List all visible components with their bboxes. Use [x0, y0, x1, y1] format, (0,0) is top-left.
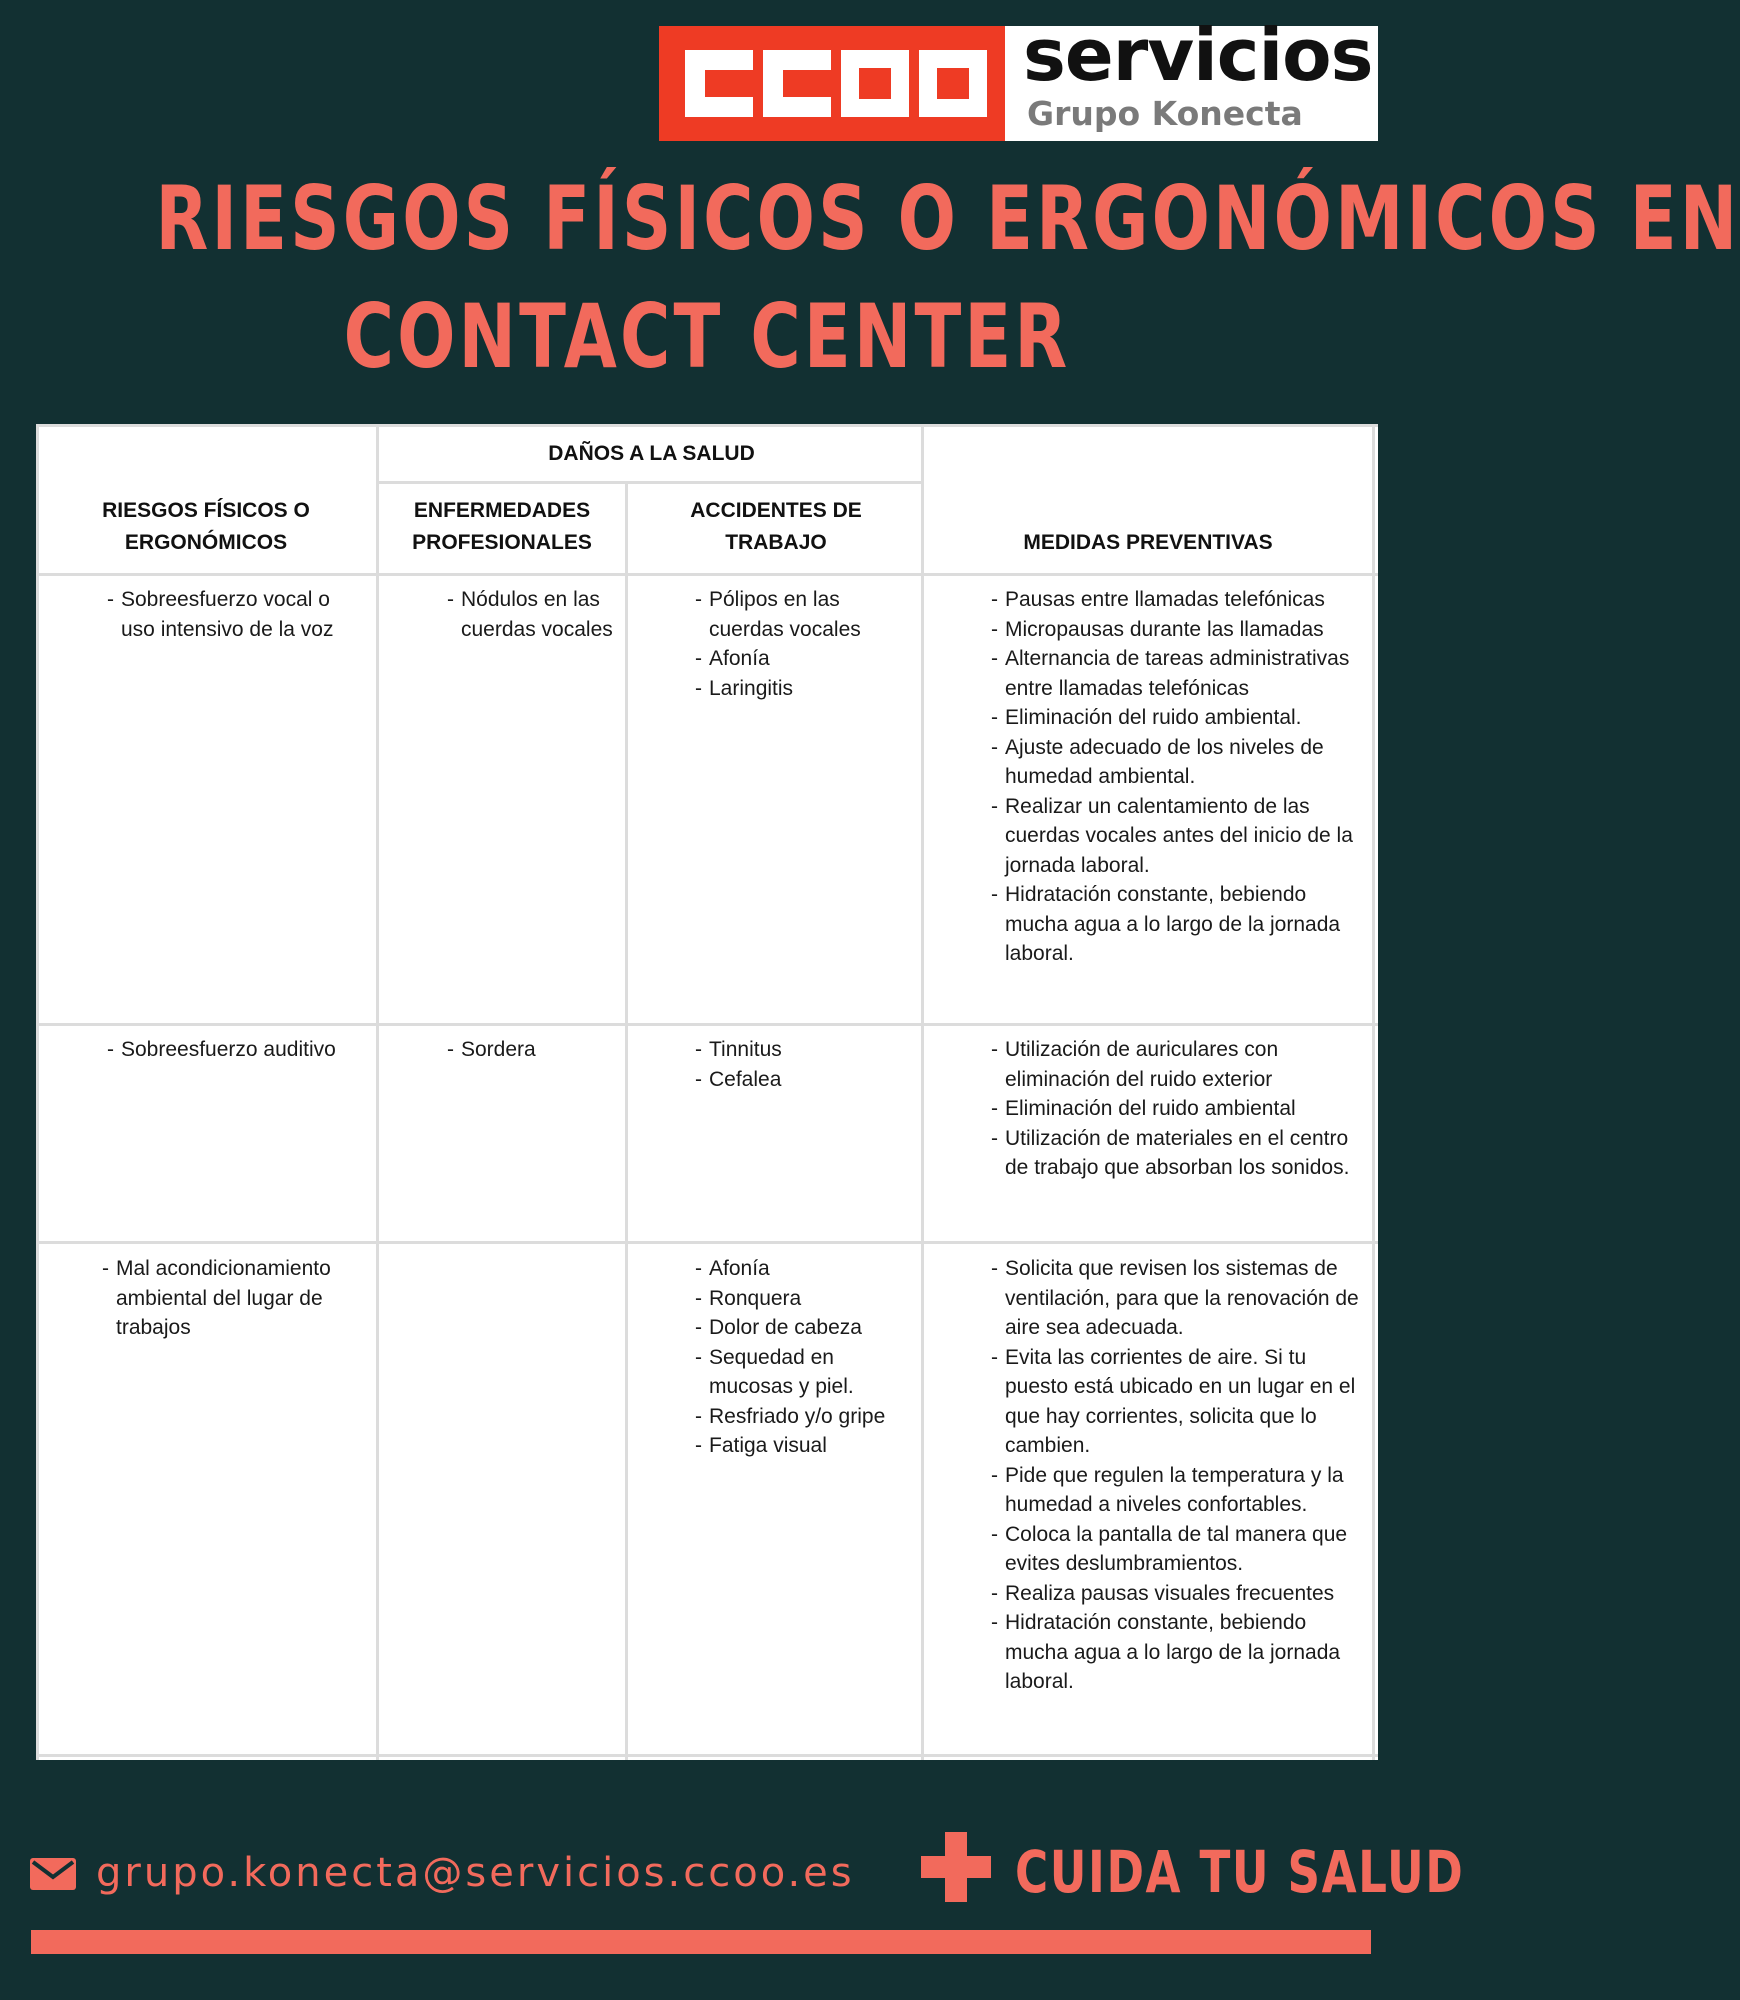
list-item: - Sequedad en mucosas y piel.: [695, 1343, 917, 1402]
logo-group-text: Grupo Konecta: [1027, 94, 1303, 133]
table-border-right: [1372, 424, 1375, 1760]
row2-risk: [107, 1035, 369, 1065]
list-item: - Realiza pausas visuales frecuentes: [991, 1579, 1365, 1609]
title-line-1: RIESGOS FÍSICOS O ERGONÓMICOS EN: [155, 167, 1740, 270]
row-divider-1: [36, 1023, 1378, 1026]
ccoo-letters-icon: [659, 26, 1005, 141]
list-item: - Utilización de materiales en el centro de trabajo que absorban los sonidos.: [991, 1124, 1365, 1183]
envelope-icon: [30, 1858, 76, 1890]
list-item: - Cefalea: [695, 1065, 917, 1095]
list-item: - Sobreesfuerzo vocal o uso intensivo de la voz: [107, 585, 369, 644]
row1-measures: [991, 585, 1365, 969]
row3-measures: [991, 1254, 1365, 1697]
table-border-top: [36, 424, 1378, 427]
list-item: - Utilización de auriculares con eliminación del ruido exterior: [991, 1035, 1365, 1094]
list-item: - Pausas entre llamadas telefónicas: [991, 585, 1365, 615]
list-item: - Ajuste adecuado de los niveles de humedad ambiental.: [991, 733, 1365, 792]
page-title: [0, 160, 1740, 396]
ccoo-brand-mark: [659, 26, 1005, 141]
list-item: - Resfriado y/o gripe: [695, 1402, 917, 1432]
header-damage-group: DAÑOS A LA SALUD: [548, 442, 755, 465]
list-item: - Dolor de cabeza: [695, 1313, 917, 1343]
list-item: - Pólipos en las cuerdas vocales: [695, 585, 917, 644]
header-measures: MEDIDAS PREVENTIVAS: [1023, 531, 1273, 554]
logo-text-area: [1005, 13, 1378, 141]
ccoo-logo: [659, 13, 1378, 141]
list-item: - Ronquera: [695, 1284, 917, 1314]
list-item: - Afonía: [695, 644, 917, 674]
list-item: - Pide que regulen la temperatura y la humedad a niveles confortables.: [991, 1461, 1365, 1520]
list-item: - Realizar un calentamiento de las cuerdas vocales antes del inicio de la jornada laboral.: [991, 792, 1365, 881]
header-risks: RIESGOS FÍSICOS O ERGONÓMICOS: [102, 499, 310, 554]
list-item: - Solicita que revisen los sistemas de ventilación, para que la renovación de aire sea adecuada.: [991, 1254, 1365, 1343]
list-item: - Hidratación constante, bebiendo mucha agua a lo largo de la jornada laboral.: [991, 880, 1365, 969]
list-item: - Nódulos en las cuerdas vocales: [447, 585, 623, 644]
row1-risk: [107, 585, 369, 644]
row2-diseases: [447, 1035, 623, 1065]
contact-email-link[interactable]: grupo.konecta@servicios.ccoo.es: [96, 1850, 855, 1896]
row3-accidents: [695, 1254, 917, 1461]
list-item: - Fatiga visual: [695, 1431, 917, 1461]
column-divider-1: [376, 424, 379, 1760]
list-item: - Sobreesfuerzo auditivo: [107, 1035, 369, 1065]
row3-risk: [102, 1254, 364, 1343]
list-item: - Eliminación del ruido ambiental.: [991, 703, 1365, 733]
list-item: - Eliminación del ruido ambiental: [991, 1094, 1365, 1124]
list-item: - Laringitis: [695, 674, 917, 704]
list-item: - Evita las corrientes de aire. Si tu puesto está ubicado en un lugar en el que hay corrientes, solicita que lo cambien.: [991, 1343, 1365, 1461]
slogan: CUIDA TU SALUD: [1015, 1838, 1465, 1906]
logo-service-text: servicios: [1023, 13, 1373, 97]
header-group-divider: [376, 481, 924, 484]
table-border-bottom: [36, 1754, 1378, 1757]
column-divider-3: [921, 424, 924, 1760]
list-item: - Coloca la pantalla de tal manera que evites deslumbramientos.: [991, 1520, 1365, 1579]
row2-accidents: [695, 1035, 917, 1094]
risks-table: [36, 424, 1378, 1760]
list-item: - Sordera: [447, 1035, 623, 1065]
row2-measures: [991, 1035, 1365, 1183]
header-diseases: ENFERMEDADES PROFESIONALES: [412, 499, 592, 554]
row-divider-2: [36, 1241, 1378, 1244]
table-border-left: [36, 424, 39, 1760]
title-line-2: CONTACT CENTER: [343, 285, 1071, 388]
row1-diseases: [447, 585, 623, 644]
cross-icon: [921, 1832, 991, 1902]
list-item: - Micropausas durante las llamadas: [991, 615, 1365, 645]
footer-accent-bar: [31, 1930, 1371, 1954]
row1-accidents: [695, 585, 917, 703]
list-item: - Hidratación constante, bebiendo mucha agua a lo largo de la jornada laboral.: [991, 1608, 1365, 1697]
header-accidents: ACCIDENTES DE TRABAJO: [690, 499, 862, 554]
column-divider-2: [625, 481, 628, 1760]
list-item: - Tinnitus: [695, 1035, 917, 1065]
list-item: - Afonía: [695, 1254, 917, 1284]
list-item: - Mal acondicionamiento ambiental del lugar de trabajos: [102, 1254, 364, 1343]
header-divider: [36, 573, 1378, 576]
list-item: - Alternancia de tareas administrativas entre llamadas telefónicas: [991, 644, 1365, 703]
